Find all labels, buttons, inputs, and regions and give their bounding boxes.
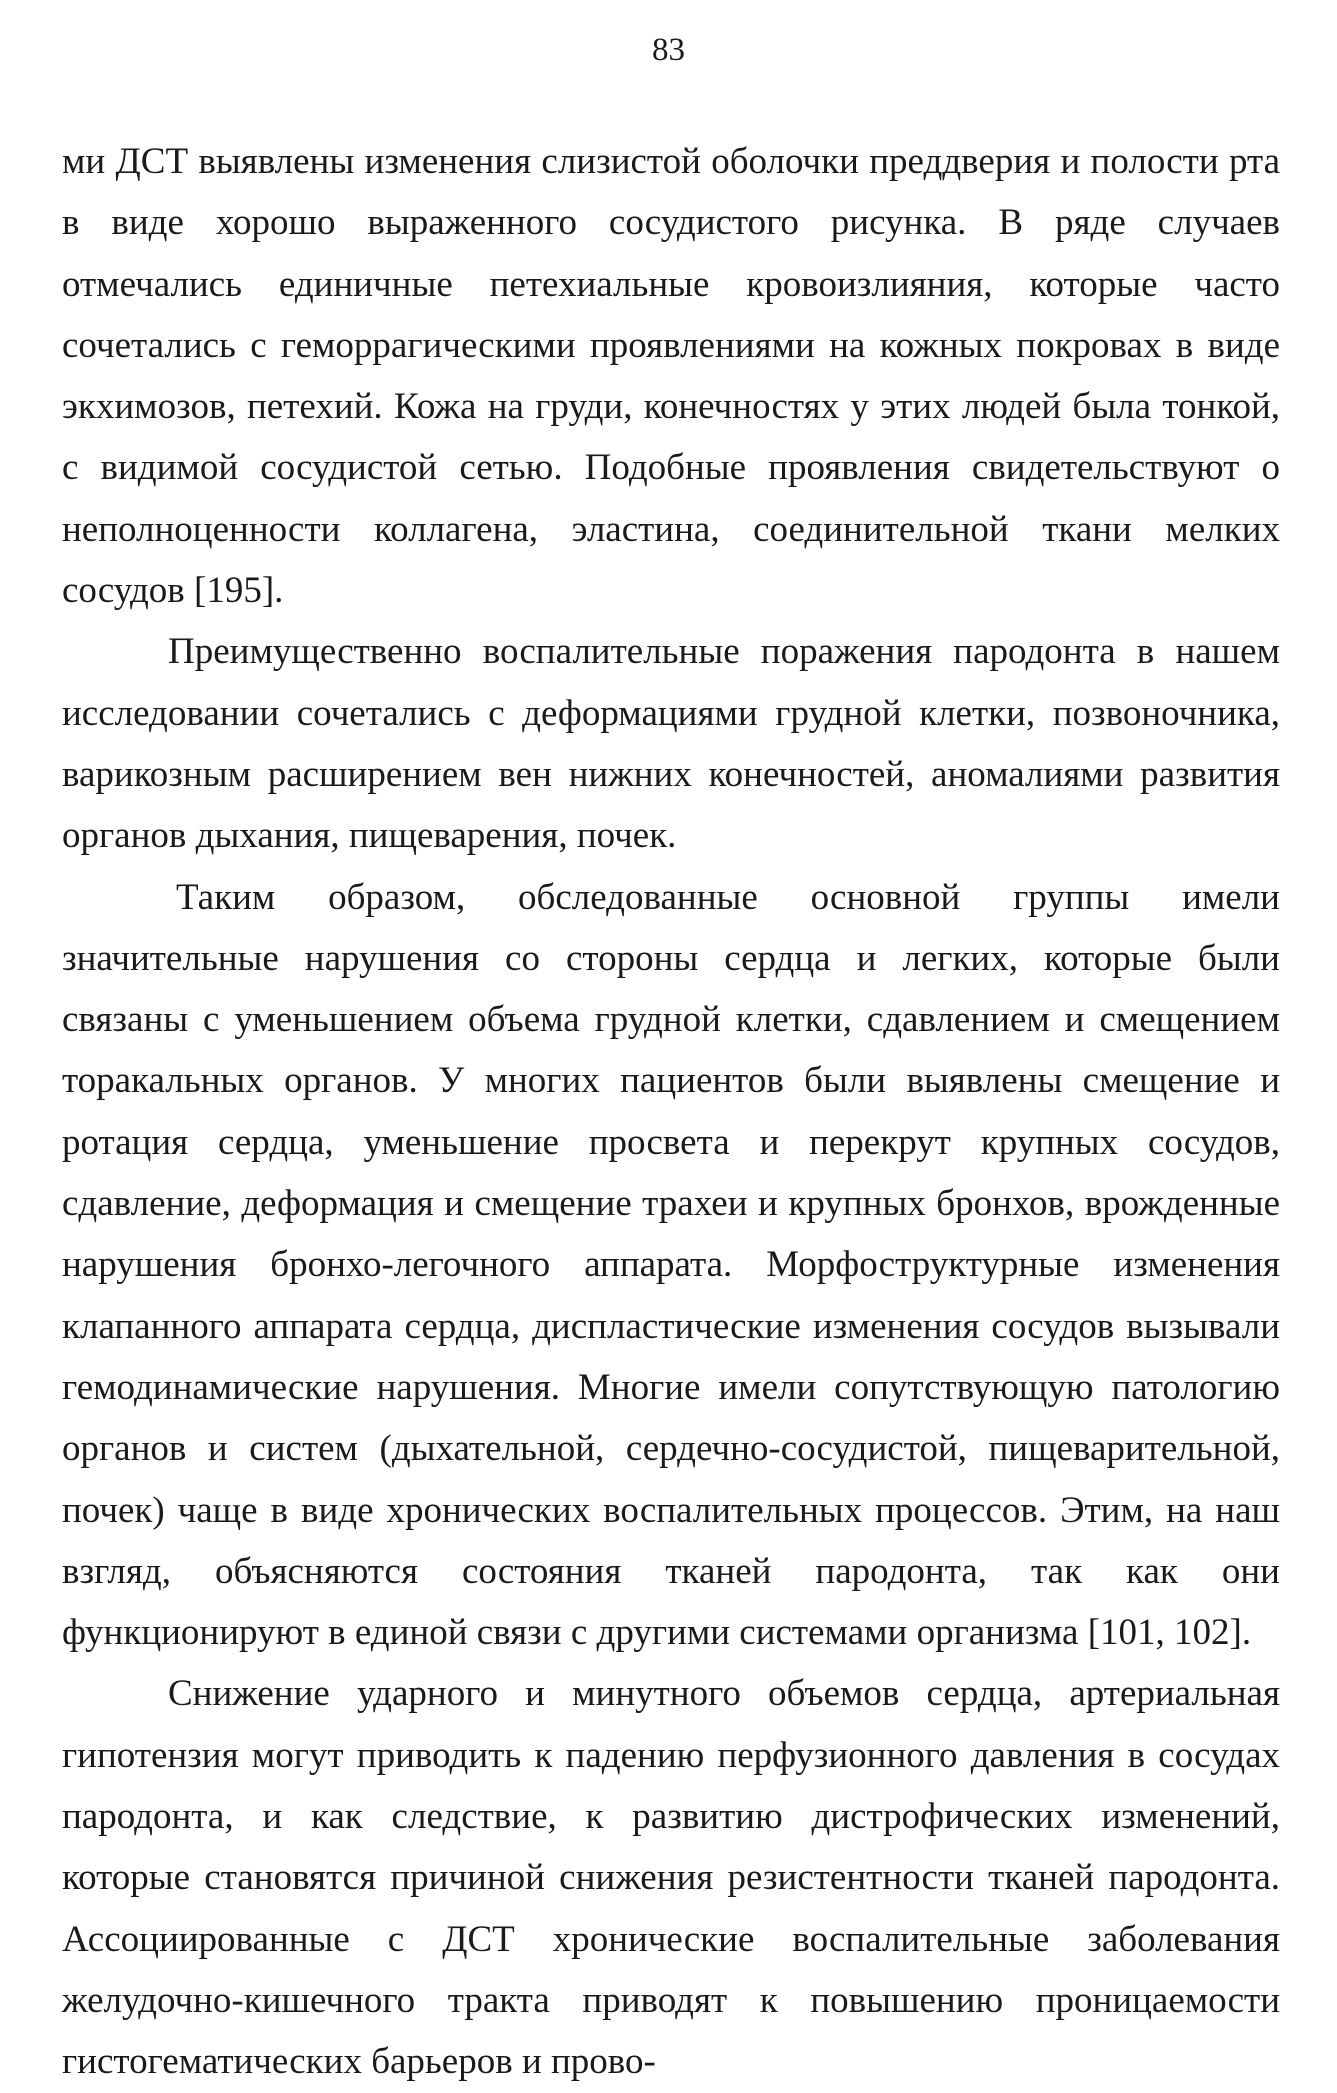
page-body: [62, 131, 1280, 2093]
paragraph-periodontal-lesions: Преимущественно воспалительные поражения пародонта в нашем исследовании сочетались с деформациями грудной клетки, позвоночника, варикозным расширением вен нижних конечностей, аномалиями развития органов дыхания, пищеварения, почек.: [62, 631, 1280, 857]
paragraph-conclusion: Таким образом, обследованные основной группы имели значительные нарушения со стороны сердца и легких, которые были связаны с уменьшением объема грудной клетки, сдавлением и смещением торакальных органов. У многих пациентов были выявлены смещение и ротация сердца, уменьшение просвета и перекрут крупных сосудов, сдавление, деформация и смещение трахеи и крупных бронхов, врожденные нарушения бронхо-легочного аппарата. Морфоструктурные изменения клапанного аппарата сердца, диспластические изменения сосудов вызывали гемодинамические нарушения. Многие имели сопутствующую патологию органов и систем (дыхательной, сердечно-сосудистой, пищеварительной, почек) чаще в виде хронических воспалительных процессов. Этим, на наш взгляд, объясняются состояния тканей пародонта, так как они функционируют в единой связи с другими системами организма [101, 102].: [62, 876, 1280, 1654]
page-number: 83: [652, 32, 685, 68]
paragraph-hemodynamics: Снижение ударного и минутного объемов сердца, артериальная гипотензия могут приводить к падению перфузионного давления в сосудах пародонта, и как следствие, к развитию дистрофических изменений, которые становятся причиной снижения резистентности тканей пародонта. Ассоциированные с ДСТ хронические воспалительные заболевания желудочно-кишечного тракта приводят к повышению проницаемости гистогематических барьеров и прово-: [62, 1673, 1280, 2083]
paragraph-continuation: ми ДСТ выявлены изменения слизистой оболочки преддверия и полости рта в виде хорошо выраженного сосудистого рисунка. В ряде случаев отмечались единичные петехиальные кровоизлияния, которые часто сочетались с геморрагическими проявлениями на кожных покровах в виде экхимозов, петехий. Кожа на груди, конечностях у этих людей была тонкой, с видимой сосудистой сетью. Подобные проявления свидетельствуют о неполноценности коллагена, эластина, соединительной ткани мелких сосудов [195].: [62, 141, 1280, 612]
